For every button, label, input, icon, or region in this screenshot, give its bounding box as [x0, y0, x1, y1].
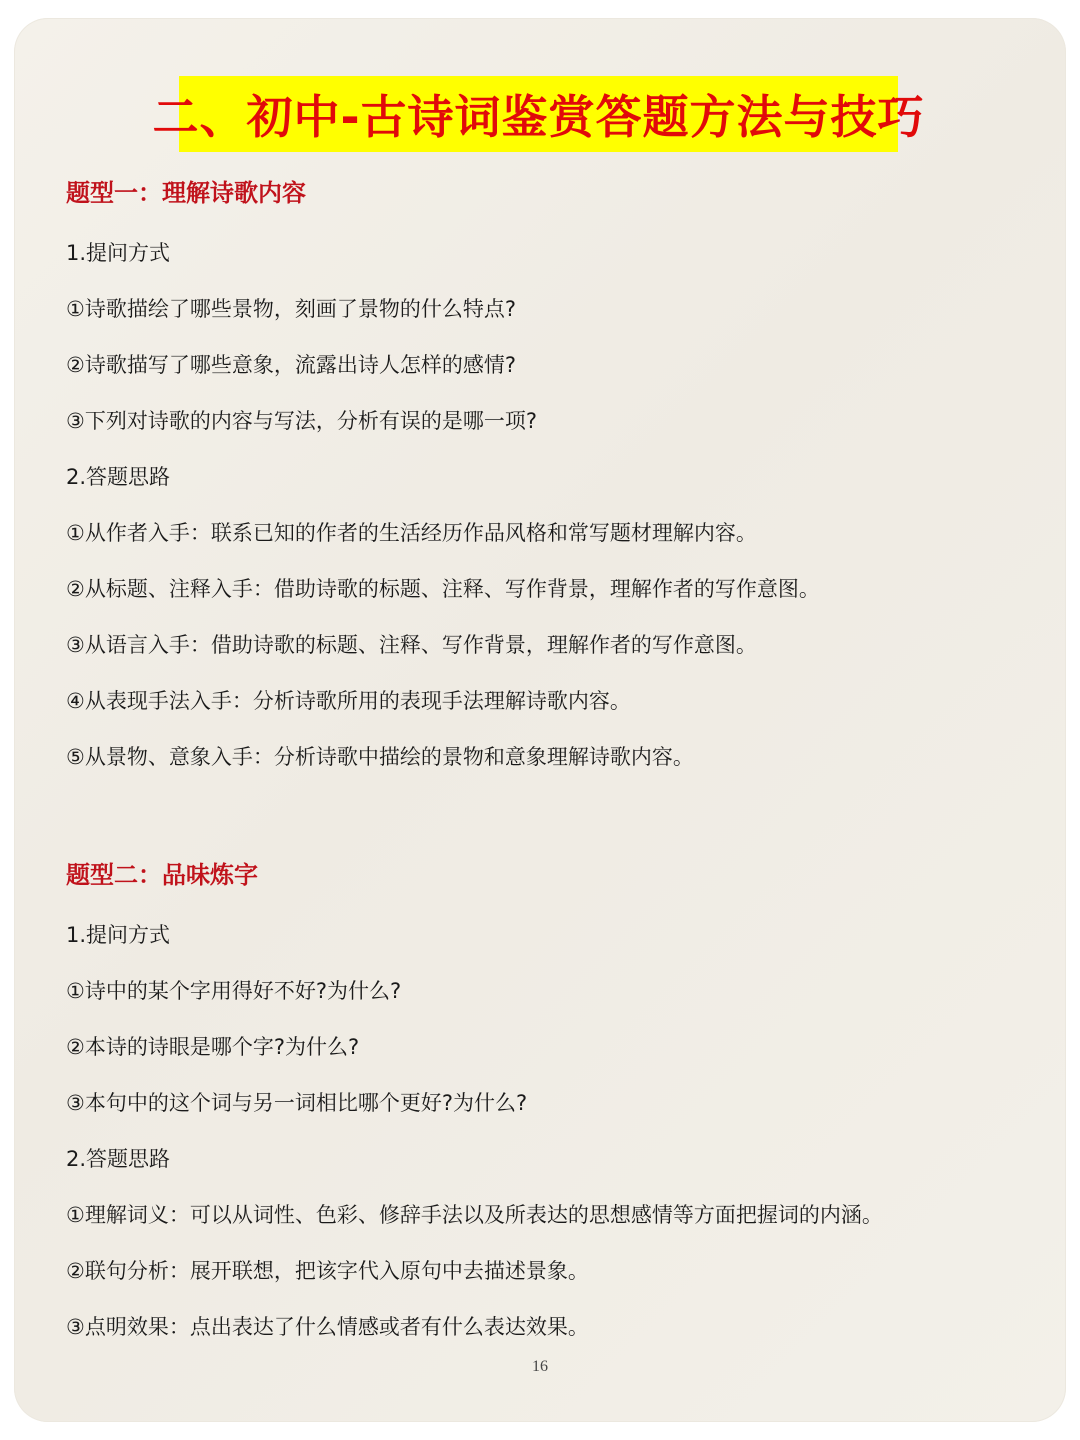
title-banner: [152, 76, 925, 152]
section-1-line: ④从表现手法入手：分析诗歌所用的表现手法理解诗歌内容。: [66, 689, 631, 713]
page-title: 二、初中-古诗词鉴赏答题方法与技巧: [152, 90, 925, 144]
section-2-line: ①诗中的某个字用得好不好?为什么?: [66, 979, 402, 1003]
section-2-line: 2.答题思路: [66, 1147, 171, 1171]
section-heading-1: 题型一：理解诗歌内容: [66, 179, 306, 207]
section-heading-2: 题型二：品味炼字: [66, 861, 258, 889]
section-2-line: ③本句中的这个词与另一词相比哪个更好?为什么?: [66, 1091, 528, 1115]
section-1-line: ①诗歌描绘了哪些景物，刻画了景物的什么特点?: [66, 297, 516, 321]
section-1-line: ②从标题、注释入手：借助诗歌的标题、注释、写作背景，理解作者的写作意图。: [66, 577, 820, 601]
section-2-line: ②联句分析：展开联想，把该字代入原句中去描述景象。: [66, 1259, 589, 1283]
section-1-line: ①从作者入手：联系已知的作者的生活经历作品风格和常写题材理解内容。: [66, 521, 757, 545]
section-1-line: 1.提问方式: [66, 241, 171, 265]
page-number: 16: [532, 1358, 548, 1375]
section-2-line: ②本诗的诗眼是哪个字?为什么?: [66, 1035, 360, 1059]
section-2-line: 1.提问方式: [66, 923, 171, 947]
section-2-line: ③点明效果：点出表达了什么情感或者有什么表达效果。: [66, 1315, 589, 1339]
section-2-line: ①理解词义：可以从词性、色彩、修辞手法以及所表达的思想感情等方面把握词的内涵。: [66, 1203, 883, 1227]
section-1-line: 2.答题思路: [66, 465, 171, 489]
section-1-line: ③下列对诗歌的内容与写法，分析有误的是哪一项?: [66, 409, 537, 433]
section-1-line: ②诗歌描写了哪些意象，流露出诗人怎样的感情?: [66, 353, 516, 377]
section-1-line: ③从语言入手：借助诗歌的标题、注释、写作背景，理解作者的写作意图。: [66, 633, 757, 657]
section-1-line: ⑤从景物、意象入手：分析诗歌中描绘的景物和意象理解诗歌内容。: [66, 745, 694, 769]
